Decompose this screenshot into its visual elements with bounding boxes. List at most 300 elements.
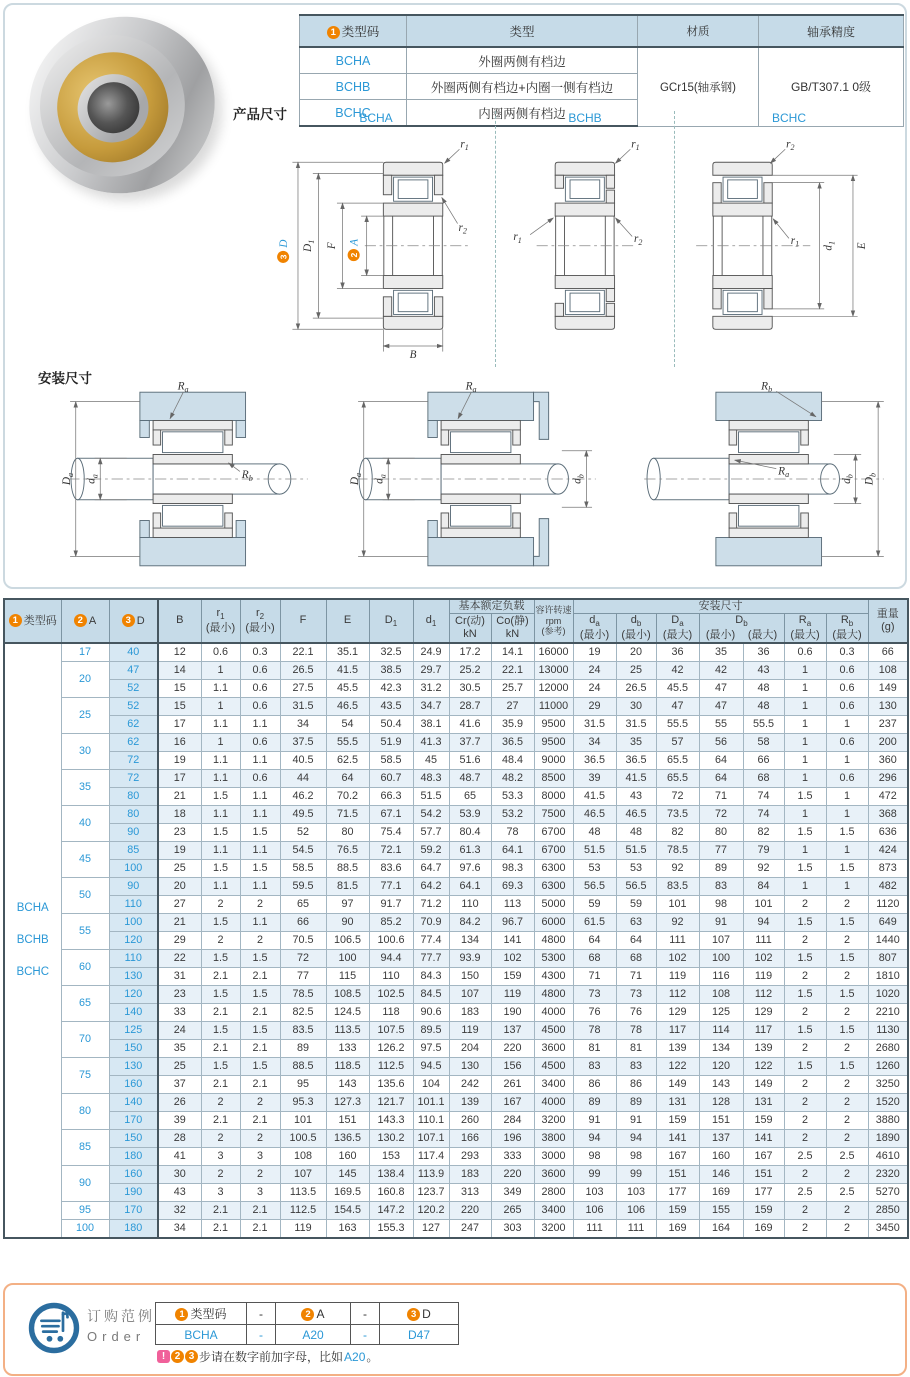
spec-value-cell: 19 <box>158 842 201 860</box>
spec-value-cell: 167 <box>656 1148 699 1166</box>
spec-value-cell: 2 <box>826 968 868 986</box>
spec-value-cell: 313 <box>449 1184 491 1202</box>
spec-value-cell: 41 <box>158 1148 201 1166</box>
spec-value-cell: 1 <box>201 734 240 752</box>
a-value-cell: 90 <box>61 1166 109 1202</box>
spec-value-cell: 136.5 <box>326 1130 369 1148</box>
a-value-cell: 85 <box>61 1130 109 1166</box>
spec-value-cell: 3000 <box>534 1148 573 1166</box>
spec-row <box>4 896 908 914</box>
spec-value-cell: 649 <box>868 914 908 932</box>
a-value-cell: 17 <box>61 643 109 662</box>
spec-value-cell: 66.3 <box>369 788 413 806</box>
spec-value-cell: 90.6 <box>413 1004 449 1022</box>
diagram-block-bchb <box>495 111 674 367</box>
spec-value-cell: 70.2 <box>326 788 369 806</box>
spec-value-cell: 100.5 <box>280 1130 326 1148</box>
spec-value-cell: 89 <box>280 1040 326 1058</box>
spec-value-cell: 2 <box>826 932 868 950</box>
spec-value-cell: 122 <box>656 1058 699 1076</box>
spec-row <box>4 716 908 734</box>
spec-value-cell: 284 <box>491 1112 534 1130</box>
spec-value-cell: 2.1 <box>201 1112 240 1130</box>
spec-value-cell: 98.3 <box>491 860 534 878</box>
spec-value-cell: 72 <box>280 950 326 968</box>
badge-1-icon: 1 <box>175 1308 188 1321</box>
spec-value-cell: 2 <box>826 896 868 914</box>
dim-label-Da: $D_a$ <box>349 472 363 486</box>
spec-value-cell: 1120 <box>868 896 908 914</box>
badge-2-icon: 2 <box>171 1350 184 1363</box>
spec-value-cell: 293 <box>449 1148 491 1166</box>
spec-value-cell: 151 <box>699 1112 743 1130</box>
spec-value-cell: 1020 <box>868 986 908 1004</box>
spec-value-cell: 29.7 <box>413 662 449 680</box>
spec-value-cell: 2.1 <box>240 1202 280 1220</box>
spec-value-cell: 76 <box>616 1004 656 1022</box>
spec-value-cell: 27 <box>158 896 201 914</box>
spec-value-cell: 103 <box>616 1184 656 1202</box>
spec-value-cell: 67.1 <box>369 806 413 824</box>
col-header: $r_1$ (最小) <box>201 599 240 643</box>
spec-value-cell: 89.5 <box>413 1022 449 1040</box>
spec-value-cell: 137 <box>699 1130 743 1148</box>
spec-value-cell: 2 <box>826 1166 868 1184</box>
spec-value-cell: 91 <box>699 914 743 932</box>
order-titles <box>87 1306 155 1344</box>
spec-value-cell: 43 <box>158 1184 201 1202</box>
spec-value-cell: 147.2 <box>369 1202 413 1220</box>
badge-2-icon: 2 <box>301 1308 314 1321</box>
spec-value-cell: 1.5 <box>784 914 826 932</box>
spec-value-cell: 1.5 <box>784 860 826 878</box>
spec-value-cell: 5270 <box>868 1184 908 1202</box>
spec-value-cell: 88.5 <box>280 1058 326 1076</box>
spec-value-cell: 110 <box>449 896 491 914</box>
spec-value-cell: 31 <box>158 968 201 986</box>
spec-value-cell: 2 <box>784 1166 826 1184</box>
spec-value-cell: 0.6 <box>240 662 280 680</box>
mount-dimensions-title: 安装尺寸 <box>38 371 92 386</box>
diagram-title-bcha: BCHA <box>359 111 393 125</box>
spec-value-cell: 2.5 <box>826 1184 868 1202</box>
type-code-bchc: BCHC <box>300 100 407 127</box>
spec-value-cell: 0.3 <box>240 643 280 662</box>
type-table-header-material: 材质 <box>638 15 759 47</box>
spec-value-cell: 54 <box>326 716 369 734</box>
order-section <box>3 1283 907 1376</box>
spec-value-cell: 1 <box>784 734 826 752</box>
spec-value-cell: 94.5 <box>413 1058 449 1076</box>
col-header: $d_b$ (最小) <box>616 614 656 643</box>
spec-value-cell: 89 <box>616 1094 656 1112</box>
spec-value-cell: 27 <box>491 698 534 716</box>
spec-value-cell: 154.5 <box>326 1202 369 1220</box>
spec-value-cell: 82 <box>743 824 784 842</box>
spec-value-cell: 167 <box>743 1148 784 1166</box>
a-value-cell: 45 <box>61 842 109 878</box>
spec-value-cell: 97.5 <box>413 1040 449 1058</box>
spec-value-cell: 145 <box>326 1166 369 1184</box>
dim-label-D1: $D_1$ <box>301 239 316 252</box>
spec-value-cell: 1.5 <box>240 824 280 842</box>
spec-value-cell: 133 <box>326 1040 369 1058</box>
order-title-en: Order <box>87 1329 146 1344</box>
spec-value-cell: 26.5 <box>280 662 326 680</box>
spec-value-cell: 73 <box>616 986 656 1004</box>
spec-value-cell: 46.5 <box>326 698 369 716</box>
spec-value-cell: 129 <box>743 1004 784 1022</box>
spec-value-cell: 71 <box>616 968 656 986</box>
spec-value-cell: 1520 <box>868 1094 908 1112</box>
spec-value-cell: 107.5 <box>369 1022 413 1040</box>
spec-value-cell: 76 <box>573 1004 616 1022</box>
col-header: $d_a$ (最小) <box>573 614 616 643</box>
spec-value-cell: 29 <box>573 698 616 716</box>
a-value-cell: 30 <box>61 734 109 770</box>
order-header-code: 1 类型码 <box>156 1303 247 1325</box>
spec-value-cell: 130 <box>868 698 908 716</box>
spec-value-cell: 53 <box>573 860 616 878</box>
diagram-block-bcha <box>257 111 495 367</box>
spec-value-cell: 2 <box>240 932 280 950</box>
spec-value-cell: 62.5 <box>326 752 369 770</box>
spec-row <box>4 788 908 806</box>
spec-value-cell: 108 <box>699 986 743 1004</box>
spec-value-cell: 83 <box>699 878 743 896</box>
spec-value-cell: 70.5 <box>280 932 326 950</box>
spec-value-cell: 73 <box>573 986 616 1004</box>
d-value-cell: 150 <box>109 1130 158 1148</box>
spec-value-cell: 2 <box>784 1040 826 1058</box>
dim-label-E: E <box>855 242 868 250</box>
spec-value-cell: 3880 <box>868 1112 908 1130</box>
spec-value-cell: 1.5 <box>201 824 240 842</box>
spec-row <box>4 1220 908 1239</box>
spec-value-cell: 0.6 <box>240 680 280 698</box>
spec-value-cell: 1.5 <box>784 824 826 842</box>
spec-value-cell: 1.5 <box>826 824 868 842</box>
spec-value-cell: 116 <box>699 968 743 986</box>
spec-value-cell: 31.5 <box>616 716 656 734</box>
spec-value-cell: 107.1 <box>413 1130 449 1148</box>
badge-1-icon: 1 <box>327 26 340 39</box>
spec-row <box>4 842 908 860</box>
spec-value-cell: 51.5 <box>616 842 656 860</box>
spec-value-cell: 1.5 <box>201 914 240 932</box>
spec-value-cell: 4000 <box>534 1004 573 1022</box>
spec-value-cell: 42 <box>656 662 699 680</box>
spec-value-cell: 57 <box>656 734 699 752</box>
spec-value-cell: 91 <box>573 1112 616 1130</box>
type-code: BCHC <box>16 966 50 979</box>
spec-value-cell: 636 <box>868 824 908 842</box>
spec-value-cell: 0.6 <box>240 734 280 752</box>
d-value-cell: 170 <box>109 1202 158 1220</box>
spec-value-cell: 48.3 <box>413 770 449 788</box>
spec-value-cell: 1.5 <box>201 986 240 1004</box>
spec-value-cell: 43 <box>743 662 784 680</box>
spec-value-cell: 2 <box>784 968 826 986</box>
spec-value-cell: 1.5 <box>240 1022 280 1040</box>
spec-row <box>4 1184 908 1202</box>
spec-value-cell: 0.6 <box>826 680 868 698</box>
spec-value-cell: 51.9 <box>369 734 413 752</box>
spec-value-cell: 166 <box>449 1130 491 1148</box>
spec-value-cell: 1.1 <box>240 914 280 932</box>
spec-value-cell: 58.5 <box>369 752 413 770</box>
spec-value-cell: 54.2 <box>413 806 449 824</box>
spec-value-cell: 169.5 <box>326 1184 369 1202</box>
col-header-d: 3 D <box>109 599 158 643</box>
spec-value-cell: 41.3 <box>413 734 449 752</box>
spec-value-cell: 25 <box>616 662 656 680</box>
spec-value-cell: 64.2 <box>413 878 449 896</box>
spec-value-cell: 139 <box>449 1094 491 1112</box>
order-dash-value: - <box>351 1325 380 1345</box>
d-value-cell: 52 <box>109 680 158 698</box>
spec-row <box>4 950 908 968</box>
order-example-table <box>155 1302 459 1345</box>
spec-value-cell: 0.6 <box>240 698 280 716</box>
spec-value-cell: 33 <box>158 1004 201 1022</box>
spec-value-cell: 98 <box>699 896 743 914</box>
spec-value-cell: 2 <box>240 1130 280 1148</box>
spec-value-cell: 2 <box>240 896 280 914</box>
spec-value-cell: 32.5 <box>369 643 413 662</box>
dim-label-D <box>277 240 290 263</box>
spec-value-cell: 4300 <box>534 968 573 986</box>
spec-value-cell: 1.5 <box>201 860 240 878</box>
spec-value-cell: 65 <box>280 896 326 914</box>
spec-value-cell: 106 <box>616 1202 656 1220</box>
spec-value-cell: 72.1 <box>369 842 413 860</box>
spec-value-cell: 98 <box>616 1148 656 1166</box>
spec-value-cell: 26.5 <box>616 680 656 698</box>
spec-value-cell: 23 <box>158 986 201 1004</box>
spec-value-cell: 85.2 <box>369 914 413 932</box>
spec-row <box>4 1094 908 1112</box>
d-value-cell: 140 <box>109 1004 158 1022</box>
spec-value-cell: 36 <box>743 643 784 662</box>
spec-value-cell: 102 <box>491 950 534 968</box>
spec-value-cell: 113 <box>491 896 534 914</box>
spec-value-cell: 101 <box>656 896 699 914</box>
spec-value-cell: 92 <box>656 914 699 932</box>
spec-value-cell: 1 <box>826 878 868 896</box>
spec-value-cell: 31.2 <box>413 680 449 698</box>
spec-value-cell: 108 <box>868 662 908 680</box>
spec-value-cell: 15 <box>158 698 201 716</box>
spec-value-cell: 130 <box>449 1058 491 1076</box>
spec-value-cell: 77.4 <box>413 932 449 950</box>
spec-value-cell: 160 <box>326 1148 369 1166</box>
d-value-cell: 110 <box>109 950 158 968</box>
spec-value-cell: 61.5 <box>573 914 616 932</box>
spec-value-cell: 34.7 <box>413 698 449 716</box>
spec-value-cell: 119 <box>656 968 699 986</box>
spec-value-cell: 1.1 <box>201 680 240 698</box>
spec-value-cell: 13000 <box>534 662 573 680</box>
spec-value-cell: 89 <box>699 860 743 878</box>
spec-value-cell: 2.1 <box>240 1004 280 1022</box>
spec-value-cell: 64 <box>699 770 743 788</box>
order-value-code: BCHA <box>156 1325 247 1345</box>
spec-row <box>4 1130 908 1148</box>
spec-value-cell: 1.1 <box>240 878 280 896</box>
spec-value-cell: 26 <box>158 1094 201 1112</box>
d-value-cell: 72 <box>109 770 158 788</box>
spec-value-cell: 72 <box>699 806 743 824</box>
spec-value-cell: 1.5 <box>826 950 868 968</box>
spec-value-cell: 1.1 <box>240 716 280 734</box>
spec-value-cell: 97 <box>326 896 369 914</box>
spec-value-cell: 91.7 <box>369 896 413 914</box>
spec-value-cell: 35.1 <box>326 643 369 662</box>
spec-value-cell: 94.4 <box>369 950 413 968</box>
spec-value-cell: 19 <box>573 643 616 662</box>
spec-value-cell: 71.5 <box>326 806 369 824</box>
diagram-title-bchb: BCHB <box>568 111 602 125</box>
spec-value-cell: 36.5 <box>573 752 616 770</box>
precision-value: GB/T307.1 0级 <box>759 47 904 126</box>
spec-value-cell: 2.5 <box>784 1148 826 1166</box>
spec-value-cell: 424 <box>868 842 908 860</box>
spec-value-cell: 23 <box>158 824 201 842</box>
spec-row <box>4 698 908 716</box>
a-value-cell: 75 <box>61 1058 109 1094</box>
spec-value-cell: 107 <box>699 932 743 950</box>
spec-value-cell: 52 <box>280 824 326 842</box>
spec-value-cell: 1.5 <box>826 1058 868 1076</box>
spec-value-cell: 2 <box>784 1094 826 1112</box>
badge-3-icon: 3 <box>122 614 135 627</box>
spec-value-cell: 64 <box>573 932 616 950</box>
spec-value-cell: 296 <box>868 770 908 788</box>
spec-value-cell: 1 <box>826 842 868 860</box>
a-value-cell: 60 <box>61 950 109 986</box>
spec-value-cell: 80 <box>326 824 369 842</box>
spec-value-cell: 1810 <box>868 968 908 986</box>
spec-value-cell: 2 <box>784 1202 826 1220</box>
col-header: $R_b$ (最大) <box>826 614 868 643</box>
col-header: E <box>326 599 369 643</box>
spec-value-cell: 68 <box>743 770 784 788</box>
spec-value-cell: 20 <box>158 878 201 896</box>
spec-value-cell: 126.2 <box>369 1040 413 1058</box>
spec-value-cell: 1 <box>784 680 826 698</box>
spec-value-cell: 66 <box>743 752 784 770</box>
spec-value-cell: 55 <box>699 716 743 734</box>
spec-value-cell: 138.4 <box>369 1166 413 1184</box>
spec-value-cell: 807 <box>868 950 908 968</box>
dim-label-r2: $r_2$ <box>785 138 795 153</box>
spec-value-cell: 14 <box>158 662 201 680</box>
spec-value-cell: 2.1 <box>240 1076 280 1094</box>
spec-value-cell: 2 <box>201 1094 240 1112</box>
spec-value-cell: 83 <box>616 1058 656 1076</box>
spec-value-cell: 119 <box>280 1220 326 1239</box>
spec-value-cell: 1 <box>784 716 826 734</box>
spec-value-cell: 1260 <box>868 1058 908 1076</box>
spec-row <box>4 968 908 986</box>
order-value-a: A20 <box>276 1325 351 1345</box>
d-value-cell: 170 <box>109 1112 158 1130</box>
spec-value-cell: 42.3 <box>369 680 413 698</box>
spec-value-cell: 4610 <box>868 1148 908 1166</box>
spec-value-cell: 159 <box>743 1202 784 1220</box>
spec-value-cell: 1 <box>784 770 826 788</box>
spec-value-cell: 114 <box>699 1022 743 1040</box>
d-value-cell: 100 <box>109 914 158 932</box>
spec-value-cell: 6300 <box>534 860 573 878</box>
a-value-cell: 70 <box>61 1022 109 1058</box>
spec-value-cell: 37.5 <box>280 734 326 752</box>
d-value-cell: 150 <box>109 1040 158 1058</box>
d-value-cell: 160 <box>109 1166 158 1184</box>
spec-value-cell: 34 <box>573 734 616 752</box>
spec-value-cell: 2.1 <box>201 968 240 986</box>
spec-value-cell: 368 <box>868 806 908 824</box>
spec-row <box>4 1058 908 1076</box>
spec-value-cell: 125 <box>699 1004 743 1022</box>
spec-value-cell: 146 <box>699 1166 743 1184</box>
col-header-weight: 重量 (g) <box>868 599 908 643</box>
spec-value-cell: 96.7 <box>491 914 534 932</box>
spec-value-cell: 1 <box>201 662 240 680</box>
spec-value-cell: 2 <box>826 1076 868 1094</box>
order-dash: - <box>351 1303 380 1325</box>
spec-value-cell: 57.7 <box>413 824 449 842</box>
spec-value-cell: 19 <box>158 752 201 770</box>
spec-value-cell: 56.5 <box>573 878 616 896</box>
spec-value-cell: 35 <box>699 643 743 662</box>
spec-value-cell: 17 <box>158 770 201 788</box>
a-value-cell: 40 <box>61 806 109 842</box>
type-table-header-code: 1 类型码 <box>300 15 407 47</box>
spec-value-cell: 1.5 <box>784 1022 826 1040</box>
spec-value-cell: 137 <box>491 1022 534 1040</box>
spec-value-cell: 141 <box>491 932 534 950</box>
spec-value-cell: 100 <box>699 950 743 968</box>
spec-value-cell: 68 <box>573 950 616 968</box>
spec-row <box>4 1004 908 1022</box>
spec-value-cell: 134 <box>699 1040 743 1058</box>
spec-value-cell: 47 <box>699 698 743 716</box>
spec-value-cell: 69.3 <box>491 878 534 896</box>
spec-value-cell: 78.5 <box>280 986 326 1004</box>
spec-value-cell: 48.4 <box>491 752 534 770</box>
spec-value-cell: 45 <box>413 752 449 770</box>
spec-value-cell: 30 <box>158 1166 201 1184</box>
spec-value-cell: 155 <box>699 1202 743 1220</box>
col-header-speed: 容许转速 rpm (参考) <box>534 599 573 643</box>
type-table-header-type: 类型 <box>407 15 638 47</box>
spec-value-cell: 349 <box>491 1184 534 1202</box>
spec-value-cell: 5300 <box>534 950 573 968</box>
type-row-bcha <box>300 47 904 74</box>
spec-value-cell: 55.5 <box>743 716 784 734</box>
spec-value-cell: 122 <box>743 1058 784 1076</box>
col-header-mount-group: 安装尺寸 <box>573 599 868 614</box>
note-suffix: 。 <box>366 1350 379 1364</box>
col-header: $d_1$ <box>413 599 449 643</box>
spec-value-cell: 127.3 <box>326 1094 369 1112</box>
spec-value-cell: 99 <box>573 1166 616 1184</box>
spec-value-cell: 4000 <box>534 1094 573 1112</box>
spec-row <box>4 986 908 1004</box>
spec-value-cell: 0.6 <box>240 770 280 788</box>
